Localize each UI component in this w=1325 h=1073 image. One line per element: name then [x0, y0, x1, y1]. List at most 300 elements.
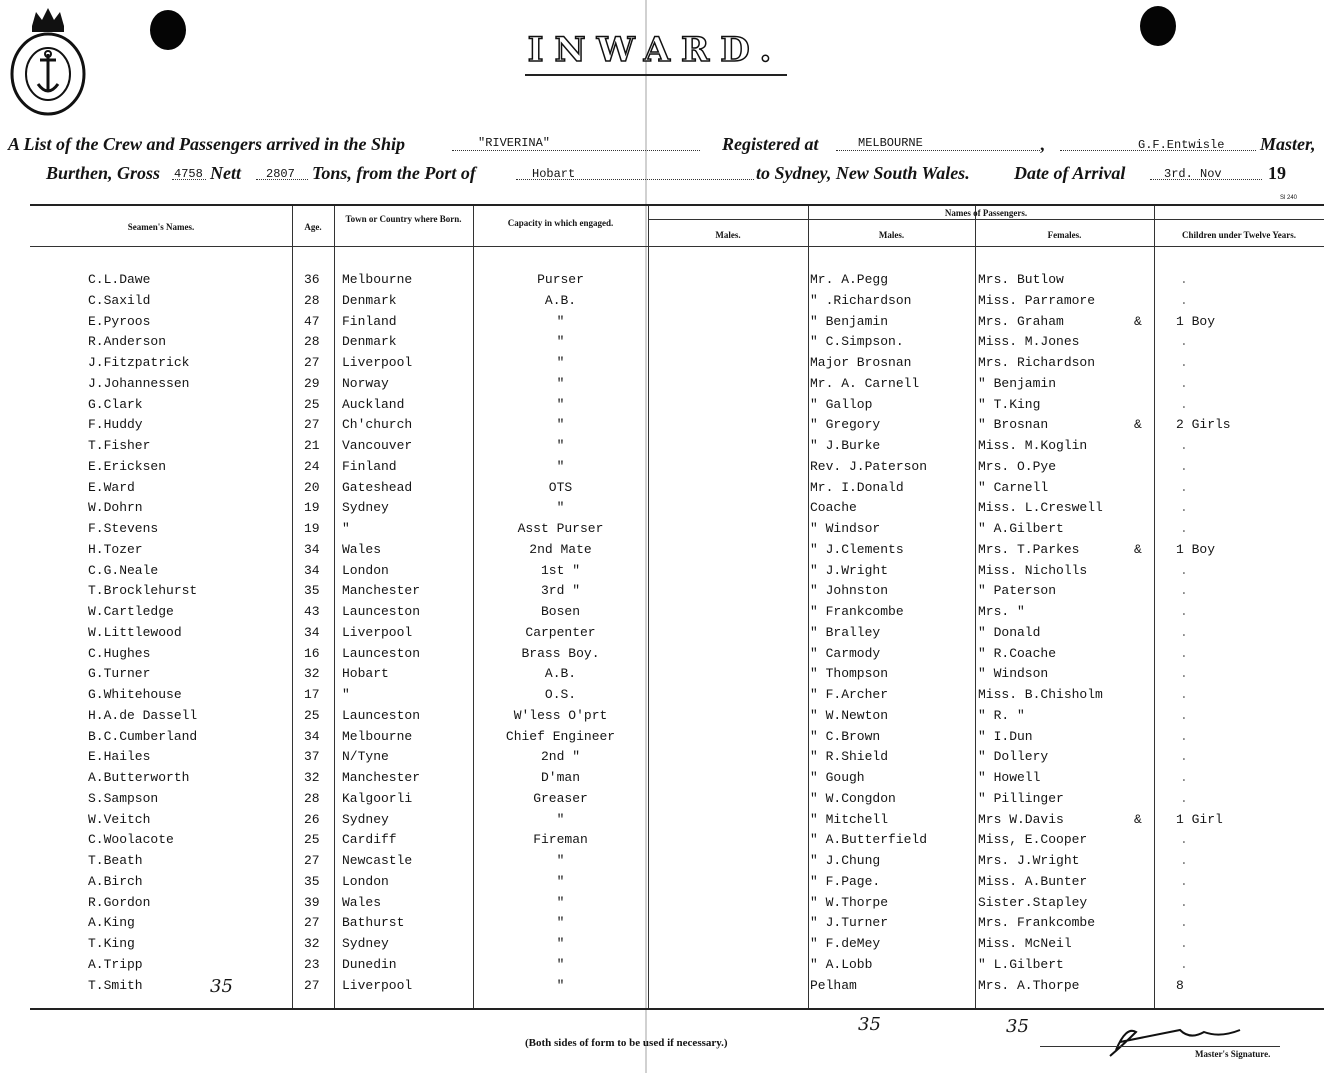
passenger-female: Miss. L.Creswell: [978, 500, 1103, 516]
passenger-female: Mrs. J.Wright: [978, 853, 1080, 868]
seaman-name: C.Hughes: [88, 645, 151, 661]
col-seaman-names: Seamen's Names.: [127, 222, 195, 232]
title-underline: [525, 74, 787, 76]
table-row: [30, 791, 1324, 811]
seaman-capacity: ": [556, 417, 565, 433]
table-row: [30, 729, 1324, 749]
seaman-age: 27: [304, 417, 320, 433]
seaman-birthplace: ": [342, 521, 350, 536]
passenger-male: " J.Chung: [810, 853, 881, 868]
seaman-age: 24: [304, 458, 320, 474]
punch-hole-right: [1140, 6, 1176, 46]
seaman-capacity: ": [556, 894, 565, 910]
passenger-children: 1 Boy: [1176, 313, 1216, 329]
col-females: Females.: [1047, 230, 1082, 240]
passenger-male: Major Brosnan: [810, 355, 912, 370]
from-port: Hobart: [532, 167, 576, 181]
seaman-name: A.Birch: [88, 873, 143, 889]
seaman-birthplace: Gateshead: [342, 479, 413, 495]
seaman-birthplace: Dunedin: [342, 956, 397, 972]
passenger-children: .: [1180, 583, 1188, 599]
col-males-2: Males.: [878, 230, 905, 240]
passenger-male: " J.Clements: [810, 541, 904, 557]
seaman-capacity: 1st ": [540, 562, 580, 578]
seaman-birthplace: Wales: [342, 541, 382, 557]
table-row: [30, 314, 1324, 334]
seaman-birthplace: Denmark: [342, 334, 397, 350]
passenger-children: .: [1180, 853, 1188, 868]
col-age: Age.: [304, 222, 322, 232]
passenger-female: " R. ": [978, 707, 1025, 723]
seaman-birthplace: Liverpool: [342, 624, 413, 640]
seaman-capacity: ": [556, 355, 565, 370]
seaman-birthplace: Melbourne: [342, 272, 413, 287]
col-males-1: Males.: [715, 230, 741, 240]
passenger-children: .: [1180, 624, 1188, 640]
seaman-capacity: ": [556, 313, 565, 329]
passenger-ampersand: &: [1134, 811, 1142, 827]
seaman-name: H.A.de Dassell: [88, 707, 198, 723]
passenger-children: .: [1180, 832, 1188, 848]
seaman-age: 32: [304, 936, 320, 951]
gross-tonnage: 4758: [174, 167, 203, 181]
seaman-age: 39: [304, 894, 320, 910]
table-row: [30, 770, 1324, 790]
seaman-age: 23: [304, 956, 320, 972]
table-row: [30, 334, 1324, 354]
passenger-male: " R.Shield: [810, 749, 889, 765]
seaman-capacity: A.B.: [544, 292, 577, 308]
seaman-name: H.Tozer: [88, 541, 143, 557]
destination-label: to Sydney, New South Wales.: [756, 163, 970, 183]
passenger-female: " A.Gilbert: [978, 521, 1064, 536]
seaman-capacity: Purser: [537, 272, 584, 287]
seaman-age: 29: [304, 375, 320, 391]
table-row: [30, 895, 1324, 915]
seaman-name: W.Cartledge: [88, 604, 174, 619]
seaman-name: E.Pyroos: [88, 313, 151, 329]
seaman-name: C.Woolacote: [88, 832, 174, 848]
seaman-name: E.Ericksen: [88, 458, 167, 474]
passenger-children: .: [1180, 707, 1188, 723]
seaman-age: 34: [304, 541, 320, 557]
seaman-age: 25: [304, 707, 320, 723]
passenger-children: .: [1180, 521, 1188, 536]
seaman-capacity: ": [556, 375, 565, 391]
passenger-male: " Gallop: [810, 396, 873, 412]
seaman-capacity: ": [556, 873, 565, 889]
seaman-capacity: Bosen: [540, 604, 580, 619]
seaman-name: T.King: [88, 936, 135, 951]
seaman-age: 43: [304, 604, 320, 619]
passenger-male: " .Richardson: [810, 292, 912, 308]
passenger-male: Mr. I.Donald: [810, 479, 904, 495]
header-line-1: A List of the Crew and Passengers arrived in the Ship "RIVERINA" Registered at MELBOURNE , G.F.Entwisle Master,: [8, 134, 1316, 154]
seaman-birthplace: London: [342, 562, 389, 578]
seaman-name: W.Littlewood: [88, 624, 182, 640]
passenger-male: " Benjamin: [810, 313, 889, 329]
passenger-male: " C.Brown: [810, 728, 881, 744]
master-label: Master,: [1260, 134, 1316, 154]
seaman-birthplace: London: [342, 873, 389, 889]
seaman-birthplace: ": [342, 687, 350, 702]
seaman-name: T.Brocklehurst: [88, 583, 198, 599]
passenger-female: " Carnell: [978, 479, 1049, 495]
seaman-birthplace: Finland: [342, 313, 397, 329]
seaman-age: 35: [304, 583, 320, 599]
passenger-children: .: [1180, 790, 1188, 806]
table-row: [30, 500, 1324, 520]
seaman-birthplace: N/Tyne: [342, 749, 389, 765]
master-name: G.F.Entwisle: [1138, 138, 1225, 152]
seaman-name: G.Clark: [88, 396, 143, 412]
seaman-capacity: Carpenter: [525, 624, 596, 640]
passenger-female: Mrs. ": [978, 604, 1025, 619]
seaman-name: B.C.Cumberland: [88, 728, 198, 744]
passenger-female: " Howell: [978, 770, 1041, 785]
passenger-female: Mrs. Frankcombe: [978, 915, 1096, 931]
passenger-male: " Frankcombe: [810, 604, 904, 619]
seaman-age: 28: [304, 292, 320, 308]
passenger-ampersand: &: [1134, 313, 1142, 329]
passenger-children: .: [1180, 956, 1188, 972]
passenger-ampersand: &: [1134, 541, 1142, 557]
passenger-female: Mrs. A.Thorpe: [978, 977, 1080, 993]
passenger-ampersand: &: [1134, 417, 1142, 433]
table-row: [30, 666, 1324, 686]
passenger-male: Coache: [810, 500, 857, 516]
seaman-capacity: ": [556, 915, 565, 931]
passenger-female: " L.Gilbert: [978, 956, 1064, 972]
passenger-children: .: [1180, 873, 1188, 889]
seaman-name: T.Fisher: [88, 438, 151, 453]
passenger-male: " J.Burke: [810, 438, 881, 453]
table-row: [30, 915, 1324, 935]
passenger-female: " Brosnan: [978, 417, 1049, 433]
passenger-female: " R.Coache: [978, 645, 1057, 661]
seaman-capacity: Fireman: [533, 832, 588, 848]
passenger-male: " J.Wright: [810, 562, 889, 578]
registered-port: MELBOURNE: [858, 136, 923, 150]
seaman-name: E.Ward: [88, 479, 135, 495]
seaman-birthplace: Launceston: [342, 604, 421, 619]
seaman-capacity: D'man: [540, 770, 580, 785]
arrival-date: 3rd. Nov: [1164, 167, 1222, 181]
punch-hole-left: [150, 10, 186, 50]
form-number: Sl 240: [1280, 195, 1298, 201]
table-row: [30, 812, 1324, 832]
seaman-capacity: ": [556, 936, 565, 951]
table-row: [30, 708, 1324, 728]
passenger-male: " F.Archer: [810, 687, 889, 702]
passenger-children: .: [1180, 334, 1188, 350]
passenger-female: Mrs. Butlow: [978, 272, 1064, 287]
passenger-children: .: [1180, 500, 1188, 516]
passenger-children: .: [1180, 728, 1188, 744]
table-row: [30, 832, 1324, 852]
passenger-children: .: [1180, 770, 1188, 785]
passenger-male: " W.Congdon: [810, 790, 896, 806]
passenger-children: 1 Boy: [1176, 541, 1216, 557]
seaman-age: 17: [304, 687, 320, 702]
signature-line: [1040, 1046, 1280, 1047]
seaman-age: 25: [304, 396, 320, 412]
passenger-male: " Gregory: [810, 417, 881, 433]
seaman-birthplace: Sydney: [342, 500, 389, 516]
table-row: [30, 646, 1324, 666]
seaman-birthplace: Kalgoorli: [342, 790, 413, 806]
seaman-name: F.Stevens: [88, 521, 159, 536]
passenger-male: Mr. A.Pegg: [810, 272, 889, 287]
seaman-name: G.Whitehouse: [88, 687, 182, 702]
seaman-age: 28: [304, 334, 320, 350]
seaman-birthplace: Hobart: [342, 666, 389, 682]
footer-note: (Both sides of form to be used if necessary.): [525, 1037, 728, 1049]
seaman-name: F.Huddy: [88, 417, 143, 433]
arrival-label: Date of Arrival: [1014, 163, 1126, 183]
tons-label: Tons, from the Port of: [312, 163, 476, 183]
table-row: [30, 438, 1324, 458]
passenger-male: Rev. J.Paterson: [810, 458, 928, 474]
females-total: 35: [1006, 1016, 1029, 1037]
registered-label: Registered at: [722, 134, 819, 154]
seaman-age: 19: [304, 521, 320, 536]
col-town: Town or Country where Born.: [345, 214, 462, 224]
seaman-birthplace: Cardiff: [342, 832, 397, 848]
passenger-female: " Donald: [978, 624, 1041, 640]
passenger-female: Mrs. Richardson: [978, 355, 1096, 370]
passenger-children: .: [1180, 396, 1188, 412]
seaman-capacity: A.B.: [544, 666, 577, 682]
passenger-male: " Gough: [810, 770, 865, 785]
seaman-age: 36: [304, 272, 320, 287]
passenger-children: 8: [1176, 977, 1184, 993]
seaman-age: 27: [304, 355, 320, 370]
seaman-name: E.Hailes: [88, 749, 151, 765]
seaman-capacity: Chief Engineer: [505, 728, 616, 744]
passenger-children: .: [1180, 375, 1188, 391]
table-row: [30, 583, 1324, 603]
crew-passenger-table: [30, 204, 1324, 1010]
seaman-capacity: 3rd ": [540, 583, 580, 599]
table-row: [30, 521, 1324, 541]
passenger-male: " W.Thorpe: [810, 894, 889, 910]
table-row: [30, 355, 1324, 375]
seaman-age: 27: [304, 853, 320, 868]
seaman-capacity: O.S.: [544, 687, 577, 702]
passenger-female: Miss, E.Cooper: [978, 832, 1088, 848]
seaman-name: S.Sampson: [88, 790, 159, 806]
table-row: [30, 272, 1324, 292]
seaman-capacity: ": [556, 458, 565, 474]
passenger-female: Miss. Parramore: [978, 292, 1096, 308]
seaman-capacity: ": [556, 438, 565, 453]
ship-name: "RIVERINA": [478, 136, 551, 150]
passenger-male: " J.Turner: [810, 915, 889, 931]
seaman-name: R.Gordon: [88, 894, 151, 910]
passenger-male: " F.Page.: [810, 873, 881, 889]
seaman-name: W.Dohrn: [88, 500, 143, 516]
passenger-female: Mrs. T.Parkes: [978, 541, 1080, 557]
seaman-capacity: Greaser: [533, 790, 588, 806]
seaman-name: C.G.Neale: [88, 562, 159, 578]
seaman-name: C.Saxild: [88, 292, 151, 308]
seaman-birthplace: Sydney: [342, 936, 389, 951]
passenger-female: Mrs. Graham: [978, 313, 1064, 329]
seaman-age: 20: [304, 479, 320, 495]
passenger-children: .: [1180, 687, 1188, 702]
seaman-age: 27: [304, 977, 320, 993]
passenger-male: " A.Butterfield: [810, 832, 928, 848]
table-row: [30, 957, 1324, 977]
table-row: [30, 293, 1324, 313]
seaman-age: 27: [304, 915, 320, 931]
seaman-name: J.Johannessen: [88, 375, 190, 391]
passenger-male: " C.Simpson.: [810, 334, 904, 350]
seaman-age: 19: [304, 500, 320, 516]
seaman-name: A.Butterworth: [88, 770, 190, 785]
table-row: [30, 397, 1324, 417]
passenger-female: " I.Dun: [978, 728, 1033, 744]
seaman-name: R.Anderson: [88, 334, 167, 350]
seaman-capacity: OTS: [548, 479, 573, 495]
passenger-male: " W.Newton: [810, 707, 889, 723]
seaman-birthplace: Launceston: [342, 645, 421, 661]
passenger-children: .: [1180, 915, 1188, 931]
table-row: [30, 459, 1324, 479]
table-row: [30, 563, 1324, 583]
passenger-male: " Thompson: [810, 666, 889, 682]
seaman-birthplace: Liverpool: [342, 977, 413, 993]
seaman-name: G.Turner: [88, 666, 151, 682]
seaman-name: T.Smith: [88, 977, 143, 993]
seaman-birthplace: Newcastle: [342, 853, 413, 868]
passenger-children: .: [1180, 438, 1188, 453]
passenger-female: " T.King: [978, 396, 1041, 412]
seaman-age: 16: [304, 645, 320, 661]
passenger-male: " Johnston: [810, 583, 889, 599]
passenger-children: .: [1180, 936, 1188, 951]
seaman-capacity: ": [556, 396, 565, 412]
males-total: 35: [858, 1014, 881, 1035]
seaman-birthplace: Sydney: [342, 811, 389, 827]
seaman-capacity: ": [556, 334, 565, 350]
passenger-female: " Windson: [978, 666, 1049, 682]
passenger-male: " Carmody: [810, 645, 881, 661]
page-title: INWARD.: [527, 30, 783, 70]
table-row: [30, 853, 1324, 873]
table-row: [30, 542, 1324, 562]
passenger-children: .: [1180, 292, 1188, 308]
passenger-female: Miss. McNeil: [978, 936, 1072, 951]
passenger-male: " Windsor: [810, 521, 881, 536]
arrival-year: 19: [1268, 163, 1286, 183]
col-passengers: Names of Passengers.: [944, 208, 1028, 218]
passenger-female: " Dollery: [978, 749, 1049, 765]
passenger-children: .: [1180, 604, 1188, 619]
passenger-children: .: [1180, 479, 1188, 495]
seaman-capacity: 2nd ": [540, 749, 580, 765]
passenger-female: " Benjamin: [978, 375, 1057, 391]
seaman-age: 32: [304, 666, 320, 682]
table-row: [30, 936, 1324, 956]
table-row: [30, 376, 1324, 396]
seaman-age: 34: [304, 728, 320, 744]
seaman-age: 35: [304, 873, 320, 889]
passenger-children: .: [1180, 562, 1188, 578]
seaman-capacity: ": [556, 956, 565, 972]
passenger-children: .: [1180, 894, 1188, 910]
passenger-female: Mrs. O.Pye: [978, 458, 1057, 474]
seaman-birthplace: Liverpool: [342, 355, 413, 370]
table-row: [30, 874, 1324, 894]
nett-tonnage: 2807: [266, 167, 295, 181]
table-row: [30, 625, 1324, 645]
passenger-children: 1 Girl: [1176, 811, 1223, 827]
passenger-children: .: [1180, 458, 1188, 474]
shipping-office-seal: [8, 4, 88, 116]
seaman-name: J.Fitzpatrick: [88, 355, 190, 370]
col-capacity: Capacity in which engaged.: [507, 218, 614, 228]
passenger-children: .: [1180, 645, 1188, 661]
passenger-female: " Paterson: [978, 583, 1057, 599]
seaman-age: 32: [304, 770, 320, 785]
seaman-capacity: ": [556, 977, 565, 993]
table-row: [30, 480, 1324, 500]
table-row: [30, 687, 1324, 707]
passenger-female: Sister.Stapley: [978, 894, 1088, 910]
seaman-birthplace: Ch'church: [342, 417, 413, 433]
passenger-female: Miss. A.Bunter: [978, 873, 1088, 889]
passenger-female: " Pillinger: [978, 790, 1064, 806]
seaman-capacity: Asst Purser: [517, 521, 604, 536]
passenger-children: .: [1180, 749, 1188, 765]
seaman-birthplace: Bathurst: [342, 915, 405, 931]
header-line-2: [0, 163, 1325, 193]
seaman-capacity: ": [556, 811, 565, 827]
passenger-female: Miss. M.Jones: [978, 334, 1080, 350]
passenger-female: Miss. B.Chisholm: [978, 687, 1103, 702]
passenger-male: " Mitchell: [810, 811, 889, 827]
seaman-birthplace: Auckland: [342, 396, 405, 412]
seaman-birthplace: Wales: [342, 894, 382, 910]
seaman-age: 25: [304, 832, 320, 848]
passenger-male: " F.deMey: [810, 936, 881, 951]
seaman-age: 26: [304, 811, 320, 827]
passenger-children: .: [1180, 666, 1188, 682]
passenger-female: Mrs W.Davis: [978, 811, 1064, 827]
passenger-children: .: [1180, 272, 1188, 287]
table-row: [30, 604, 1324, 624]
burthen-label: Burthen, Gross: [46, 163, 161, 183]
seaman-age: 28: [304, 790, 320, 806]
seaman-name: T.Beath: [88, 853, 143, 868]
seaman-birthplace: Norway: [342, 375, 389, 391]
seaman-age: 34: [304, 624, 320, 640]
table-row: [30, 417, 1324, 437]
seaman-name: W.Veitch: [88, 811, 151, 827]
passenger-male: " A.Lobb: [810, 956, 873, 972]
seaman-age: 34: [304, 562, 320, 578]
nett-label: Nett: [210, 163, 241, 183]
col-children: Children under Twelve Years.: [1181, 230, 1296, 240]
seaman-birthplace: Manchester: [342, 770, 421, 785]
seaman-age: 37: [304, 749, 320, 765]
seaman-capacity: Brass Boy.: [521, 645, 600, 661]
seaman-age: 21: [304, 438, 320, 453]
seaman-birthplace: Manchester: [342, 583, 421, 599]
signature-caption: Master's Signature.: [1195, 1049, 1271, 1059]
